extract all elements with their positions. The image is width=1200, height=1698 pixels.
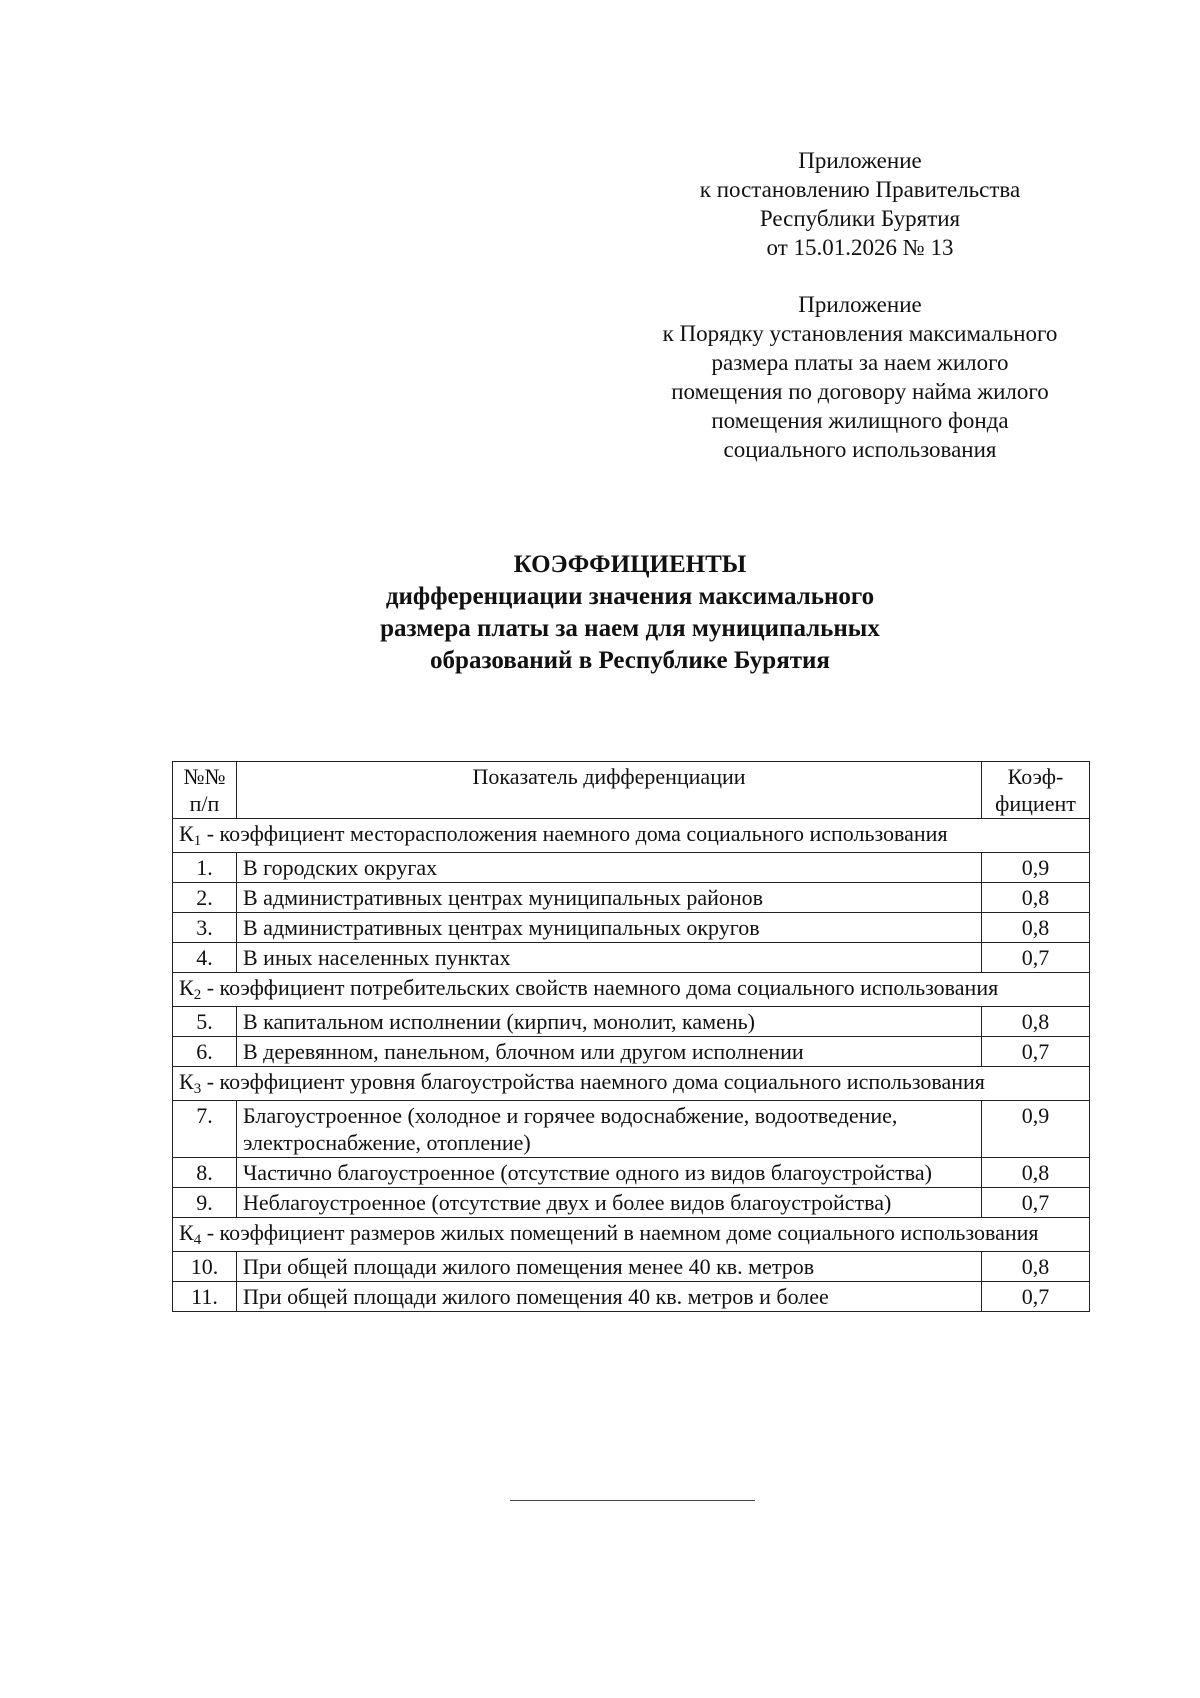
table-row <box>173 1158 1090 1188</box>
group-row <box>173 819 1090 853</box>
table-row <box>173 943 1090 973</box>
header-coefficient: Коэф- фициент <box>982 762 1090 819</box>
group-row <box>173 973 1090 1007</box>
row-indicator: В административных центрах муниципальных округов <box>237 913 982 943</box>
row-indicator: В административных центрах муниципальных районов <box>237 883 982 913</box>
row-indicator: В капитальном исполнении (кирпич, монолит, камень) <box>237 1007 982 1037</box>
coefficient-symbol: К <box>179 1220 194 1245</box>
row-coefficient: 0,7 <box>982 1037 1090 1067</box>
table-row <box>173 1282 1090 1312</box>
row-number: 9. <box>173 1188 237 1218</box>
row-indicator: Неблагоустроенное (отсутствие двух и более видов благоустройства) <box>237 1188 982 1218</box>
row-coefficient: 0,8 <box>982 883 1090 913</box>
group-description: - коэффициент размеров жилых помещений в наемном доме социального использования <box>201 1220 1039 1245</box>
title-line: размера платы за наем для муниципальных <box>380 615 880 642</box>
table-row <box>173 1037 1090 1067</box>
appendix-line: размера платы за наем жилого <box>711 350 1009 375</box>
row-coefficient: 0,9 <box>982 1101 1090 1158</box>
row-number: 3. <box>173 913 237 943</box>
header-num: №№ п/п <box>173 762 237 819</box>
table-row <box>173 913 1090 943</box>
table-row <box>173 883 1090 913</box>
coefficient-symbol: К <box>179 821 194 846</box>
row-number: 11. <box>173 1282 237 1312</box>
coefficients-table <box>172 761 1090 1312</box>
row-coefficient: 0,9 <box>982 853 1090 883</box>
appendix-line: Республики Бурятия <box>759 206 961 231</box>
row-coefficient: 0,8 <box>982 1007 1090 1037</box>
table-header-row <box>173 762 1090 819</box>
row-indicator: При общей площади жилого помещения менее 40 кв. метров <box>237 1252 982 1282</box>
appendix-line: к Порядку установления максимального <box>662 321 1058 346</box>
appendix-line: от 15.01.2026 № 13 <box>766 235 954 260</box>
appendix-line: социального использования <box>723 437 997 462</box>
row-number: 10. <box>173 1252 237 1282</box>
row-number: 6. <box>173 1037 237 1067</box>
table-row <box>173 1101 1090 1158</box>
coefficient-index: 2 <box>193 987 202 1003</box>
row-coefficient: 0,8 <box>982 1158 1090 1188</box>
group-description: - коэффициент уровня благоустройства наемного дома социального использования <box>201 1069 985 1094</box>
footer-divider <box>510 1500 755 1501</box>
appendix-line: Приложение <box>798 292 922 317</box>
row-coefficient: 0,8 <box>982 913 1090 943</box>
appendix-procedure <box>640 290 1080 464</box>
group-label <box>173 973 1090 1007</box>
appendix-line: помещения по договору найма жилого <box>671 379 1049 404</box>
group-label <box>173 1067 1090 1101</box>
group-label <box>173 819 1090 853</box>
group-label <box>173 1218 1090 1252</box>
group-row <box>173 1218 1090 1252</box>
appendix-line: Приложение <box>798 148 922 173</box>
group-description: - коэффициент потребительских свойств наемного дома социального использования <box>201 975 999 1000</box>
row-indicator: Частично благоустроенное (отсутствие одного из видов благоустройства) <box>237 1158 982 1188</box>
row-number: 5. <box>173 1007 237 1037</box>
row-indicator: В иных населенных пунктах <box>237 943 982 973</box>
row-number: 8. <box>173 1158 237 1188</box>
coefficient-symbol: К <box>179 1069 194 1094</box>
group-description: - коэффициент месторасположения наемного дома социального использования <box>201 821 948 846</box>
row-number: 2. <box>173 883 237 913</box>
appendix-government-decree <box>640 146 1080 262</box>
row-coefficient: 0,8 <box>982 1252 1090 1282</box>
row-indicator: Благоустроенное (холодное и горячее водоснабжение, водоотведение, электроснабжение, отопление) <box>237 1101 982 1158</box>
title-line: образований в Республике Бурятия <box>430 647 830 674</box>
row-indicator: В городских округах <box>237 853 982 883</box>
appendix-line: к постановлению Правительства <box>699 177 1021 202</box>
appendix-line: помещения жилищного фонда <box>711 408 1009 433</box>
table-body <box>173 819 1090 1312</box>
row-number: 7. <box>173 1101 237 1158</box>
row-indicator: При общей площади жилого помещения 40 кв. метров и более <box>237 1282 982 1312</box>
row-coefficient: 0,7 <box>982 1188 1090 1218</box>
coefficient-index: 3 <box>193 1081 202 1097</box>
table-row <box>173 1007 1090 1037</box>
row-number: 4. <box>173 943 237 973</box>
table-row <box>173 1188 1090 1218</box>
coefficient-symbol: К <box>179 975 194 1000</box>
header-indicator: Показатель дифференциации <box>237 762 982 819</box>
row-coefficient: 0,7 <box>982 1282 1090 1312</box>
title-heading: КОЭФФИЦИЕНТЫ <box>513 551 747 578</box>
table-row <box>173 1252 1090 1282</box>
row-indicator: В деревянном, панельном, блочном или другом исполнении <box>237 1037 982 1067</box>
row-coefficient: 0,7 <box>982 943 1090 973</box>
title-line: дифференциации значения максимального <box>385 583 875 610</box>
coefficient-index: 1 <box>193 833 202 849</box>
row-number: 1. <box>173 853 237 883</box>
coefficient-index: 4 <box>193 1232 202 1248</box>
document-title <box>170 549 1090 677</box>
group-row <box>173 1067 1090 1101</box>
table-row <box>173 853 1090 883</box>
